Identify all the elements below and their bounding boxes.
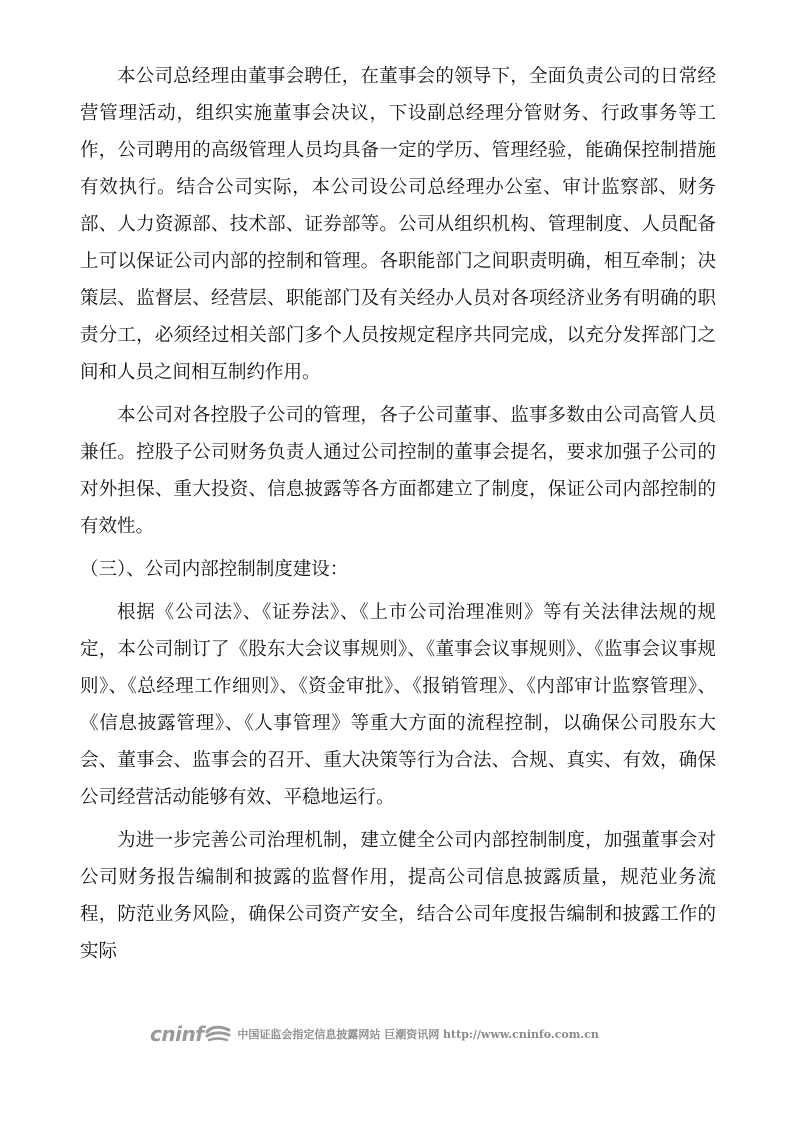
cninfo-swirl-logo-icon bbox=[205, 1025, 231, 1043]
paragraph-subsidiary-management: 本公司对各控股子公司的管理，各子公司董事、监事多数由公司高管人员兼任。控股子公司财务负责人通过公司控制的董事会提名，要求加强子公司的对外担保、重大投资、信息披露等各方面都建立了制度，保证公司内部控制的有效性。 bbox=[80, 405, 716, 537]
paragraph-management-structure: 本公司总经理由董事会聘任，在董事会的领导下，全面负责公司的日常经营管理活动，组织实施董事会决议，下设副总经理分管财务、行政事务等工作，公司聘用的高级管理人员均具备一定的学历、管理经验，能确保控制措施有效执行。结合公司实际，本公司设公司总经理办公室、审计监察部、财务部、人力资源部、技术部、证券部等。公司从组织机构、管理制度、人员配备上可以保证公司内部的控制和管理。各职能部门之间职责明确，相互牵制；决策层、监督层、经营层、职能部门及有关经办人员对各项经济业务有明确的职责分工，必须经过相关部门多个人员按规定程序共同完成，以充分发挥部门之间和人员之间相互制约作用。 bbox=[80, 66, 716, 383]
page-footer bbox=[150, 1022, 650, 1046]
document-body bbox=[80, 58, 716, 970]
paragraph-governance-improvement: 为进一步完善公司治理机制，建立健全公司内部控制制度，加强董事会对公司财务报告编制和披露的监督作用，提高公司信息披露质量，规范业务流程，防范业务风险，确保公司资产安全，结合公司年度报告编制和披露工作的实际 bbox=[80, 830, 716, 962]
section-heading-internal-control: （三）、公司内部控制制度建设： bbox=[80, 559, 349, 580]
footer-website-text: 中国证监会指定信息披露网站 巨潮资讯网 http://www.cninfo.com.cn bbox=[237, 1028, 599, 1041]
paragraph-control-rules: 根据《公司法》、《证券法》、《上市公司治理准则》等有关法律法规的规定，本公司制订了《股东大会议事规则》、《董事会议事规则》、《监事会议事规则》、《总经理工作细则》、《资金审批》、《报销管理》、《内部审计监察管理》、《信息披露管理》、《人事管理》等重大方面的流程控制，以确保公司股东大会、董事会、监事会的召开、重大决策等行为合法、合规、真实、有效，确保公司经营活动能够有效、平稳地运行。 bbox=[80, 602, 716, 808]
cninfo-logo-text: cninf bbox=[150, 1022, 204, 1046]
